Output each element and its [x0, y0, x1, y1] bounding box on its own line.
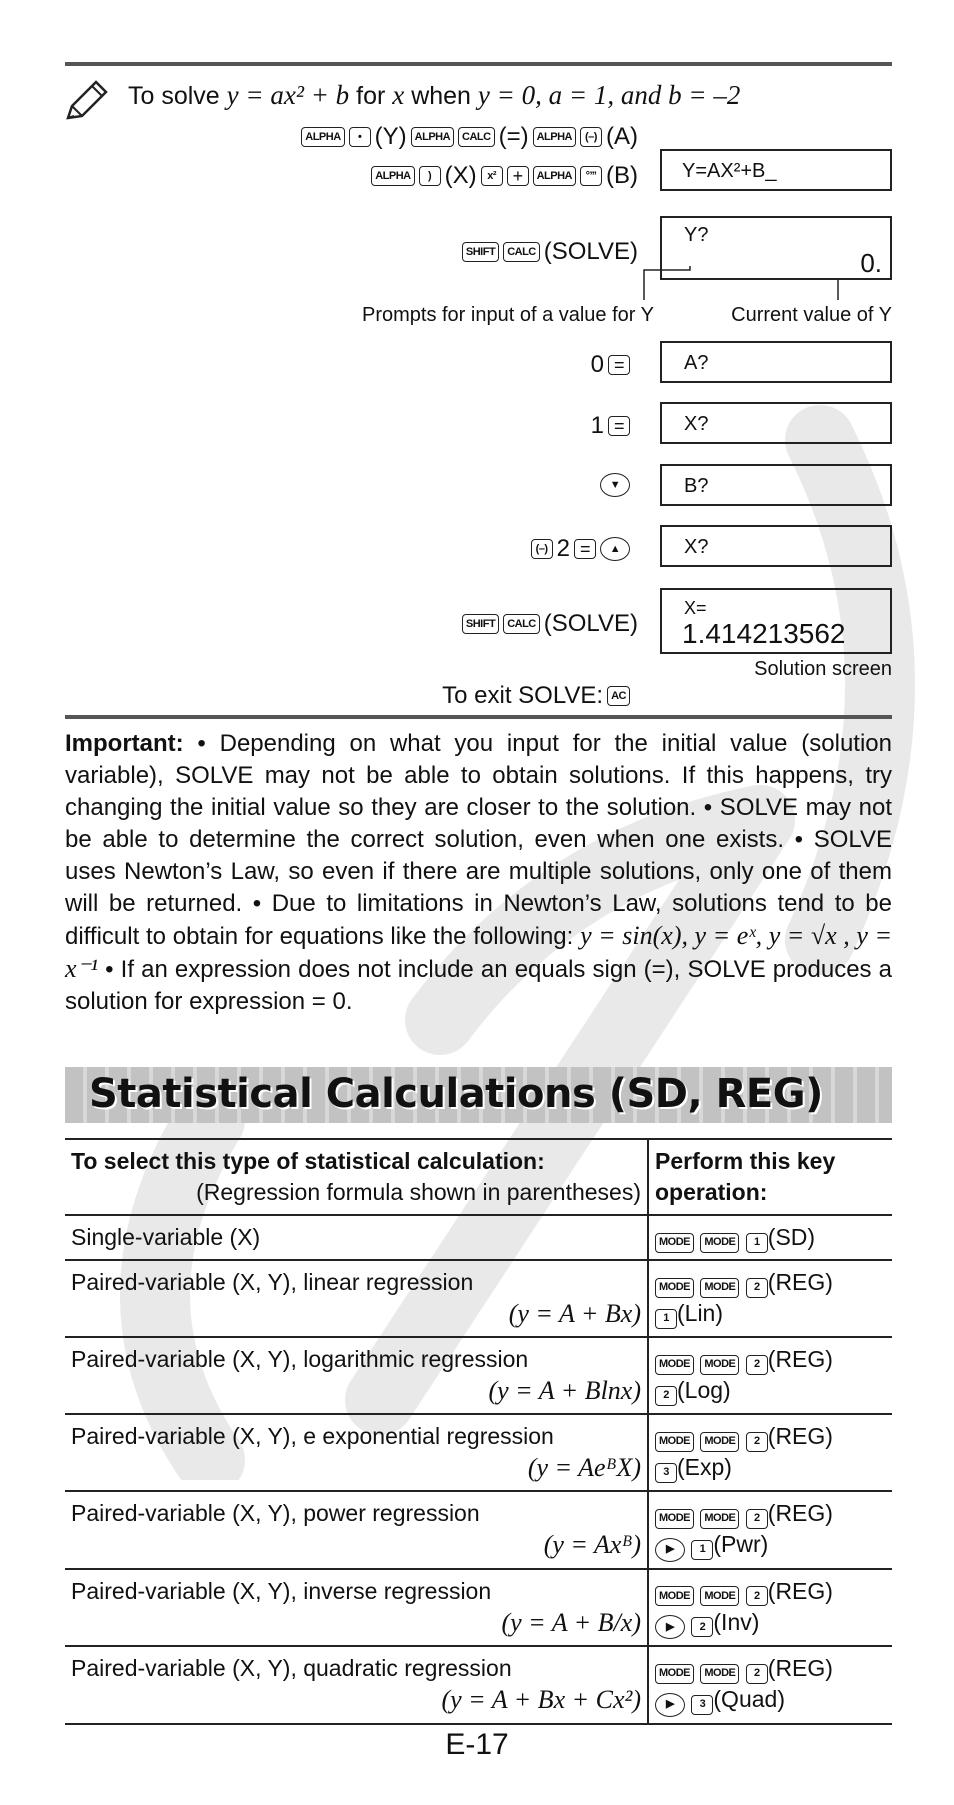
table-row: Single-variable (X) MODE MODE 1 (SD)	[65, 1215, 892, 1260]
comma-key: •	[349, 127, 371, 147]
equals-key: =	[608, 355, 630, 375]
square-key: x²	[481, 166, 503, 186]
alpha-key: ALPHA	[371, 166, 414, 186]
number-key: 3	[691, 1695, 713, 1715]
calc-key: CALC	[458, 127, 495, 147]
caption-solution: Solution screen	[754, 658, 892, 680]
table-row: Paired-variable (X, Y), quadratic regression (y = A + Bx + Cx²) MODE MODE 2 (REG) ▶ 3 (Quad)	[65, 1646, 892, 1724]
key-sequence-a: 0 =	[591, 351, 630, 379]
mode-key: MODE	[700, 1509, 739, 1529]
number-key: 2	[655, 1386, 677, 1406]
middle-rule	[65, 715, 892, 719]
mode-key: MODE	[700, 1664, 739, 1684]
number-key: 2	[746, 1586, 768, 1606]
calc-key: CALC	[503, 242, 540, 262]
section-banner	[65, 1067, 892, 1123]
number-key: 3	[655, 1463, 677, 1483]
number-key: 2	[746, 1432, 768, 1452]
display-screen-solution: X= 1.414213562	[660, 588, 892, 654]
callout-lines	[640, 262, 840, 302]
key-sequence-solve: SHIFT CALC (SOLVE)	[462, 238, 638, 266]
display-screen-b: B?	[660, 464, 892, 506]
number-key: 1	[655, 1309, 677, 1329]
display-screen-x: X?	[660, 402, 892, 444]
mode-key: MODE	[655, 1278, 694, 1298]
key-sequence-2: ALPHA ) (X) x² + ALPHA °’’’ (B)	[371, 162, 638, 190]
display-screen-x2: X?	[660, 525, 892, 567]
table-header-row: To select this type of statistical calculation: (Regression formula shown in parentheses) Perform this key operation:	[65, 1139, 892, 1215]
number-key: 2	[746, 1278, 768, 1298]
number-key: 1	[746, 1233, 768, 1253]
negative-key: (–)	[531, 539, 553, 559]
table-row: Paired-variable (X, Y), power regression (y = Axᴮ) MODE MODE 2 (REG) ▶ 1 (Pwr)	[65, 1491, 892, 1569]
mode-key: MODE	[700, 1432, 739, 1452]
plus-key: +	[507, 166, 529, 186]
mode-key: MODE	[655, 1586, 694, 1606]
mode-key: MODE	[655, 1233, 694, 1253]
alpha-key: ALPHA	[533, 166, 576, 186]
display-screen-2: Y? 0.	[660, 216, 892, 280]
right-arrow-key: ▶	[655, 1615, 685, 1639]
alpha-key: ALPHA	[533, 127, 576, 147]
exit-instruction: To exit SOLVE: AC	[442, 682, 630, 710]
display-screen-a: A?	[660, 341, 892, 383]
up-arrow-key: ▲	[600, 537, 630, 561]
number-key: 2	[746, 1509, 768, 1529]
mode-key: MODE	[655, 1355, 694, 1375]
mode-key: MODE	[655, 1432, 694, 1452]
mode-key: MODE	[700, 1586, 739, 1606]
right-arrow-key: ▶	[655, 1538, 685, 1562]
mode-key: MODE	[700, 1355, 739, 1375]
degree-key: °’’’	[580, 166, 602, 186]
table-row: Paired-variable (X, Y), logarithmic regression (y = A + Blnx) MODE MODE 2 (REG) 2 (Log)	[65, 1337, 892, 1414]
shift-key: SHIFT	[462, 614, 499, 634]
key-sequence-solve-2: SHIFT CALC (SOLVE)	[462, 610, 638, 638]
pencil-icon	[62, 78, 110, 122]
table-row: Paired-variable (X, Y), linear regression (y = A + Bx) MODE MODE 2 (REG) 1 (Lin)	[65, 1260, 892, 1337]
mode-key: MODE	[700, 1278, 739, 1298]
top-rule	[65, 62, 892, 66]
important-note: Important: • Depending on what you input for the initial value (solution variable), SOLVE may not be able to obtain solutions. If this happens, try changing the initial value so they are closer to the solution. • SOLVE may not be able to determine the correct solution, even when one exists. • SOLVE uses Newton’s Law, so even if there are multiple solutions, only one of them will be returned. • Due to limitations in Newton’s Law, solutions tend to be difficult to obtain for equations like the following: y = sin(x), y = eˣ, y = √x , y = x⁻¹ • If an expression does not include an equals sign (=), SOLVE produces a solution for expression = 0.	[65, 730, 892, 1015]
down-arrow-key: ▼	[600, 473, 630, 497]
caption-current-value: Current value of Y	[731, 304, 892, 326]
key-sequence-x: 1 =	[591, 412, 630, 440]
calc-key: CALC	[503, 614, 540, 634]
ac-key: AC	[607, 686, 630, 706]
example-title: To solve y = ax² + b for x when y = 0, a = 1, and b = –2	[128, 80, 741, 110]
alpha-key: ALPHA	[301, 127, 344, 147]
key-sequence-x2: (–) 2 = ▲	[531, 535, 630, 563]
key-sequence-1: ALPHA • (Y) ALPHA CALC (=) ALPHA (–) (A)	[301, 123, 638, 151]
number-key: 1	[691, 1540, 713, 1560]
mode-key: MODE	[655, 1664, 694, 1684]
negative-key: (–)	[580, 127, 602, 147]
mode-key: MODE	[655, 1509, 694, 1529]
number-key: 2	[691, 1617, 713, 1637]
alpha-key: ALPHA	[411, 127, 454, 147]
number-key: 2	[746, 1664, 768, 1684]
display-screen-1: Y=AX²+B_	[660, 149, 892, 191]
number-key: 2	[746, 1355, 768, 1375]
right-arrow-key: ▶	[655, 1693, 685, 1717]
mode-key: MODE	[700, 1233, 739, 1253]
shift-key: SHIFT	[462, 242, 499, 262]
section-title: Statistical Calculations (SD, REG)	[89, 1071, 823, 1117]
table-row: Paired-variable (X, Y), inverse regression (y = A + B/x) MODE MODE 2 (REG) ▶ 2 (Inv)	[65, 1569, 892, 1647]
equals-key: =	[608, 416, 630, 436]
table-row: Paired-variable (X, Y), e exponential regression (y = AeᴮX) MODE MODE 2 (REG) 3 (Exp)	[65, 1414, 892, 1491]
caption-prompt: Prompts for input of a value for Y	[361, 304, 654, 326]
page-number: E-17	[445, 1728, 509, 1761]
paren-key: )	[419, 166, 441, 186]
key-sequence-b	[600, 473, 630, 497]
statistical-calculations-table	[65, 1138, 892, 1725]
equals-key: =	[574, 539, 596, 559]
